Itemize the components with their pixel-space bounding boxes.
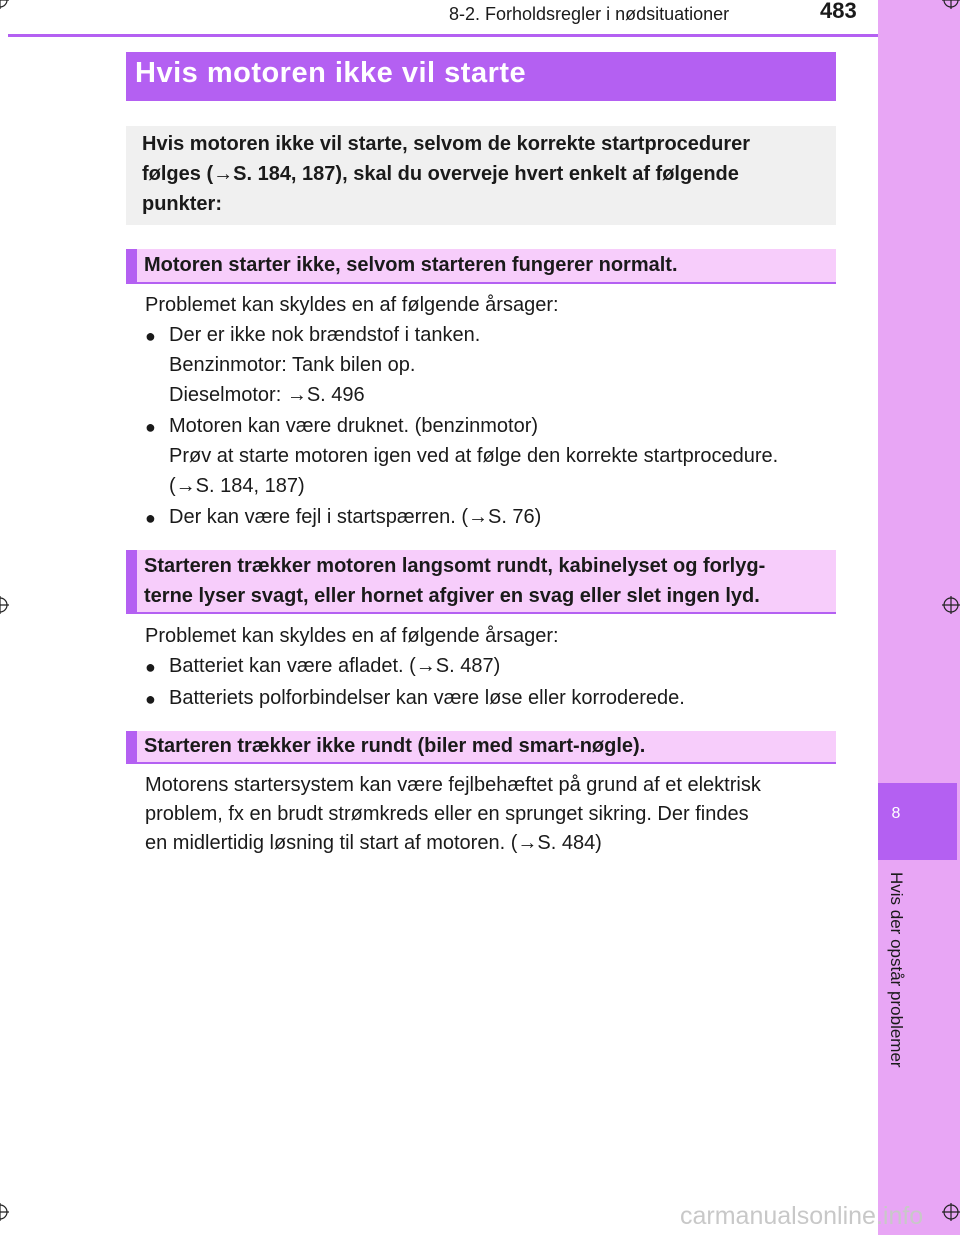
page-number: 483: [820, 0, 857, 23]
bullet-icon: ●: [145, 689, 156, 709]
registration-mark-icon: [0, 0, 9, 9]
list-item: Der er ikke nok brændstof i tanken.: [169, 324, 481, 346]
section-lead: Problemet kan skyldes en af følgende årsager:: [145, 625, 559, 647]
registration-mark-icon: [942, 1203, 960, 1221]
intro-box: [126, 126, 836, 225]
list-item-sub: Benzinmotor: Tank bilen op.: [169, 354, 416, 376]
list-item-sub: (→S. 184, 187): [169, 475, 305, 497]
header-rule: [8, 34, 878, 37]
list-item: Der kan være fejl i startspærren. (→S. 76): [169, 506, 542, 528]
list-item: Batteriets polforbindelser kan være løse eller korroderede.: [169, 687, 685, 709]
registration-mark-icon: [0, 596, 9, 614]
list-item-sub: Prøv at starte motoren igen ved at følge den korrekte startprocedure.: [169, 445, 779, 467]
intro-line: følges (→S. 184, 187), skal du overveje hvert enkelt af følgende: [142, 163, 739, 185]
bullet-icon: ●: [145, 508, 156, 528]
paragraph-line: Motorens startersystem kan være fejlbehæftet på grund af et elektrisk: [145, 774, 761, 796]
section-heading-slow-crank: [126, 550, 836, 614]
section-heading-engine-no-start: [126, 249, 836, 284]
page-title: Hvis motoren ikke vil starte: [126, 52, 836, 101]
section-heading-line: terne lyser svagt, eller hornet afgiver en svag eller slet ingen lyd.: [144, 585, 760, 607]
watermark: carmanualsonline.info: [680, 1202, 924, 1230]
section-lead: Problemet kan skyldes en af følgende årsager:: [145, 294, 559, 316]
intro-line: Hvis motoren ikke vil starte, selvom de korrekte startprocedurer: [142, 133, 751, 155]
intro-line: punkter:: [142, 193, 222, 215]
section-heading-line: Starteren trækker ikke rundt (biler med smart-nøgle).: [144, 735, 646, 757]
bullet-icon: ●: [145, 417, 156, 437]
registration-mark-icon: [942, 0, 960, 9]
chapter-number: 8: [891, 805, 901, 822]
header-title: 8-2. Forholdsregler i nødsituationer: [449, 4, 730, 24]
list-item: Motoren kan være druknet. (benzinmotor): [169, 415, 539, 437]
section-heading-line: Motoren starter ikke, selvom starteren fungerer normalt.: [144, 254, 678, 276]
list-item-sub: Dieselmotor: →S. 496: [169, 384, 365, 406]
bullet-icon: ●: [145, 326, 156, 346]
registration-mark-icon: [942, 596, 960, 614]
paragraph-line: en midlertidig løsning til start af motoren. (→S. 484): [145, 832, 602, 854]
section-paragraph: [145, 771, 830, 858]
paragraph-line: problem, fx en brudt strømkreds eller en sprunget sikring. Der findes: [145, 803, 749, 825]
registration-mark-icon: [0, 1203, 9, 1221]
section-heading-line: Starteren trækker motoren langsomt rundt, kabinelyset og forlyg-: [144, 555, 766, 577]
list-item: Batteriet kan være afladet. (→S. 487): [169, 655, 501, 677]
bullet-icon: ●: [145, 657, 156, 677]
chapter-label: Hvis der opstår problemer: [887, 872, 906, 1068]
section-heading-no-crank: [126, 731, 836, 764]
